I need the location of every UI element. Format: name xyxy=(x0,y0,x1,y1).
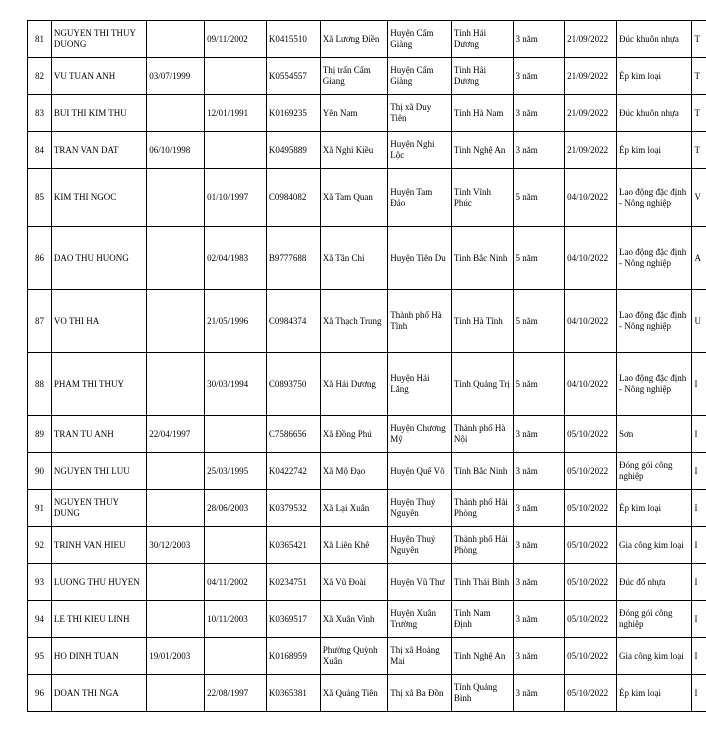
cell-dob-male xyxy=(147,490,205,527)
cell-commune: Xã Lại Xuân xyxy=(320,490,388,527)
cell-passport: K0422742 xyxy=(266,453,320,490)
cell-district: Thị xã Duy Tiên xyxy=(388,95,452,132)
cell-term: 3 năm xyxy=(513,564,565,601)
cell-commune: Xã Liên Khê xyxy=(320,527,388,564)
cell-job: Lao động đặc định - Nông nghiệp xyxy=(617,169,692,227)
cell-term: 5 năm xyxy=(513,169,565,227)
cell-district: Thị xã Hoàng Mai xyxy=(388,638,452,675)
table-row xyxy=(28,95,706,132)
cell-stt: 95 xyxy=(28,638,52,675)
cell-extra: I xyxy=(692,564,706,601)
cell-province: Thành phố Hà Nội xyxy=(451,416,513,453)
cell-passport: K0168959 xyxy=(266,638,320,675)
cell-term: 5 năm xyxy=(513,353,565,416)
table-row xyxy=(28,169,706,227)
table-row xyxy=(28,601,706,638)
cell-province: Tỉnh Hà Nam xyxy=(451,95,513,132)
cell-stt: 83 xyxy=(28,95,52,132)
cell-dob-female: 09/11/2002 xyxy=(205,21,267,58)
cell-dob-male xyxy=(147,353,205,416)
cell-stt: 86 xyxy=(28,227,52,290)
cell-district: Huyện Chương Mỹ xyxy=(388,416,452,453)
table-body xyxy=(28,21,706,712)
cell-term: 5 năm xyxy=(513,227,565,290)
cell-job: Ép kim loại xyxy=(617,490,692,527)
cell-dob-male: 19/01/2003 xyxy=(147,638,205,675)
cell-date: 04/10/2022 xyxy=(565,353,617,416)
cell-name: LUONG THU HUYEN xyxy=(51,564,146,601)
cell-dob-female: 21/05/1996 xyxy=(205,290,267,353)
cell-term: 3 năm xyxy=(513,95,565,132)
cell-extra: V xyxy=(692,169,706,227)
cell-date: 05/10/2022 xyxy=(565,416,617,453)
cell-extra: I xyxy=(692,527,706,564)
cell-district: Thị xã Ba Đồn xyxy=(388,675,452,712)
cell-dob-male: 06/10/1998 xyxy=(147,132,205,169)
cell-passport: C0984374 xyxy=(266,290,320,353)
cell-dob-male xyxy=(147,95,205,132)
cell-dob-male: 03/07/1999 xyxy=(147,58,205,95)
cell-term: 3 năm xyxy=(513,453,565,490)
cell-district: Huyện Xuân Trường xyxy=(388,601,452,638)
cell-term: 3 năm xyxy=(513,675,565,712)
cell-job: Ép kim loại xyxy=(617,58,692,95)
cell-district: Huyện Thuỷ Nguyên xyxy=(388,490,452,527)
cell-dob-female: 25/03/1995 xyxy=(205,453,267,490)
cell-dob-female xyxy=(205,416,267,453)
cell-term: 3 năm xyxy=(513,638,565,675)
cell-province: Tỉnh Nghệ An xyxy=(451,132,513,169)
table-row xyxy=(28,675,706,712)
cell-date: 04/10/2022 xyxy=(565,290,617,353)
cell-dob-male xyxy=(147,453,205,490)
cell-job: Lao động đặc định - Nông nghiệp xyxy=(617,290,692,353)
cell-stt: 94 xyxy=(28,601,52,638)
cell-name: LE THI KIEU LINH xyxy=(51,601,146,638)
cell-province: Tỉnh Nghệ An xyxy=(451,638,513,675)
cell-term: 5 năm xyxy=(513,290,565,353)
cell-commune: Phường Quỳnh Xuân xyxy=(320,638,388,675)
worker-table xyxy=(27,20,706,712)
cell-job: Đúc khuôn nhựa xyxy=(617,95,692,132)
cell-job: Đóng gói công nghiệp xyxy=(617,453,692,490)
cell-commune: Xã Hải Dương xyxy=(320,353,388,416)
cell-passport: K0169235 xyxy=(266,95,320,132)
cell-date: 04/10/2022 xyxy=(565,169,617,227)
cell-district: Huyện Nghi Lộc xyxy=(388,132,452,169)
cell-dob-female: 22/08/1997 xyxy=(205,675,267,712)
cell-name: NGUYEN THI LUU xyxy=(51,453,146,490)
cell-date: 05/10/2022 xyxy=(565,453,617,490)
cell-name: TRAN TU ANH xyxy=(51,416,146,453)
cell-stt: 92 xyxy=(28,527,52,564)
cell-term: 3 năm xyxy=(513,132,565,169)
cell-date: 05/10/2022 xyxy=(565,638,617,675)
cell-passport: K0369517 xyxy=(266,601,320,638)
cell-extra: T xyxy=(692,132,706,169)
cell-stt: 87 xyxy=(28,290,52,353)
cell-extra: I xyxy=(692,416,706,453)
cell-dob-male xyxy=(147,601,205,638)
cell-stt: 93 xyxy=(28,564,52,601)
cell-date: 05/10/2022 xyxy=(565,527,617,564)
cell-dob-female xyxy=(205,132,267,169)
cell-term: 3 năm xyxy=(513,601,565,638)
cell-extra: I xyxy=(692,453,706,490)
cell-extra: T xyxy=(692,58,706,95)
cell-stt: 88 xyxy=(28,353,52,416)
cell-dob-female xyxy=(205,638,267,675)
cell-date: 21/09/2022 xyxy=(565,95,617,132)
cell-name: TRINH VAN HIEU xyxy=(51,527,146,564)
cell-dob-female: 12/01/1991 xyxy=(205,95,267,132)
cell-passport: C0984082 xyxy=(266,169,320,227)
cell-province: Tỉnh Thái Bình xyxy=(451,564,513,601)
cell-province: Thành phố Hải Phòng xyxy=(451,527,513,564)
cell-commune: Xã Thạch Trung xyxy=(320,290,388,353)
cell-commune: Xã Tam Quan xyxy=(320,169,388,227)
cell-job: Đúc khuôn nhựa xyxy=(617,21,692,58)
cell-district: Thành phố Hà Tĩnh xyxy=(388,290,452,353)
cell-job: Gia công kim loại xyxy=(617,638,692,675)
cell-term: 3 năm xyxy=(513,527,565,564)
cell-province: Tỉnh Hà Tĩnh xyxy=(451,290,513,353)
cell-district: Huyện Cẩm Giàng xyxy=(388,58,452,95)
cell-name: DOAN THI NGA xyxy=(51,675,146,712)
cell-extra: A xyxy=(692,227,706,290)
cell-name: BUI THI KIM THU xyxy=(51,95,146,132)
cell-dob-female: 30/03/1994 xyxy=(205,353,267,416)
cell-extra: U xyxy=(692,290,706,353)
cell-extra: I xyxy=(692,675,706,712)
cell-name: HO DINH TUAN xyxy=(51,638,146,675)
cell-passport: K0365421 xyxy=(266,527,320,564)
cell-commune: Xã Lương Điền xyxy=(320,21,388,58)
cell-dob-male xyxy=(147,290,205,353)
cell-term: 3 năm xyxy=(513,21,565,58)
cell-date: 04/10/2022 xyxy=(565,227,617,290)
cell-name: NGUYEN THI THUY DUONG xyxy=(51,21,146,58)
cell-extra: T xyxy=(692,95,706,132)
cell-commune: Xã Nghi Kiều xyxy=(320,132,388,169)
cell-commune: Xã Quảng Tiên xyxy=(320,675,388,712)
table-row xyxy=(28,58,706,95)
cell-stt: 85 xyxy=(28,169,52,227)
cell-district: Huyện Thuỷ Nguyên xyxy=(388,527,452,564)
table-row xyxy=(28,227,706,290)
table-row xyxy=(28,638,706,675)
cell-name: PHAM THI THUY xyxy=(51,353,146,416)
cell-passport: K0495889 xyxy=(266,132,320,169)
cell-date: 21/09/2022 xyxy=(565,132,617,169)
cell-province: Tỉnh Quảng Trị xyxy=(451,353,513,416)
cell-term: 3 năm xyxy=(513,58,565,95)
cell-commune: Xã Xuân Vinh xyxy=(320,601,388,638)
cell-job: Đóng gói công nghiệp xyxy=(617,601,692,638)
cell-province: Tỉnh Hải Dương xyxy=(451,21,513,58)
cell-name: TRAN VAN DAT xyxy=(51,132,146,169)
cell-job: Gia công kim loại xyxy=(617,527,692,564)
cell-commune: Xã Mộ Đạo xyxy=(320,453,388,490)
cell-name: KIM THI NGOC xyxy=(51,169,146,227)
cell-dob-female: 28/06/2003 xyxy=(205,490,267,527)
cell-stt: 82 xyxy=(28,58,52,95)
cell-date: 05/10/2022 xyxy=(565,564,617,601)
cell-term: 3 năm xyxy=(513,490,565,527)
cell-stt: 90 xyxy=(28,453,52,490)
cell-job: Đúc đổ nhựa xyxy=(617,564,692,601)
table-row xyxy=(28,453,706,490)
cell-province: Tỉnh Bắc Ninh xyxy=(451,453,513,490)
cell-dob-male xyxy=(147,227,205,290)
cell-extra: I xyxy=(692,638,706,675)
cell-passport: K0379532 xyxy=(266,490,320,527)
cell-commune: Yên Nam xyxy=(320,95,388,132)
cell-job: Lao động đặc định - Nông nghiệp xyxy=(617,353,692,416)
cell-term: 3 năm xyxy=(513,416,565,453)
cell-stt: 81 xyxy=(28,21,52,58)
cell-district: Huyện Tiên Du xyxy=(388,227,452,290)
cell-stt: 91 xyxy=(28,490,52,527)
cell-district: Huyện Quế Võ xyxy=(388,453,452,490)
table-row xyxy=(28,290,706,353)
cell-date: 21/09/2022 xyxy=(565,58,617,95)
cell-dob-male xyxy=(147,564,205,601)
cell-dob-male xyxy=(147,675,205,712)
table-row xyxy=(28,21,706,58)
cell-province: Tỉnh Quảng Bình xyxy=(451,675,513,712)
cell-province: Tỉnh Nam Định xyxy=(451,601,513,638)
table-row xyxy=(28,564,706,601)
cell-dob-male xyxy=(147,169,205,227)
cell-extra: T xyxy=(692,21,706,58)
cell-passport: K0415510 xyxy=(266,21,320,58)
table-row xyxy=(28,527,706,564)
cell-name: VU TUAN ANH xyxy=(51,58,146,95)
cell-commune: Xã Tân Chi xyxy=(320,227,388,290)
cell-district: Huyện Cẩm Giàng xyxy=(388,21,452,58)
cell-name: NGUYEN THUY DUNG xyxy=(51,490,146,527)
cell-job: Lao động đặc định - Nông nghiệp xyxy=(617,227,692,290)
cell-extra: I xyxy=(692,601,706,638)
cell-district: Huyện Vũ Thư xyxy=(388,564,452,601)
cell-passport: B9777688 xyxy=(266,227,320,290)
cell-dob-female: 04/11/2002 xyxy=(205,564,267,601)
table-row xyxy=(28,416,706,453)
cell-extra: I xyxy=(692,353,706,416)
cell-dob-female: 01/10/1997 xyxy=(205,169,267,227)
cell-dob-female: 10/11/2003 xyxy=(205,601,267,638)
cell-province: Tỉnh Vĩnh Phúc xyxy=(451,169,513,227)
cell-province: Tỉnh Bắc Ninh xyxy=(451,227,513,290)
cell-date: 21/09/2022 xyxy=(565,21,617,58)
cell-passport: K0554557 xyxy=(266,58,320,95)
cell-commune: Xã Đồng Phú xyxy=(320,416,388,453)
cell-stt: 96 xyxy=(28,675,52,712)
cell-dob-male: 30/12/2003 xyxy=(147,527,205,564)
cell-date: 05/10/2022 xyxy=(565,490,617,527)
cell-province: Tỉnh Hải Dương xyxy=(451,58,513,95)
cell-province: Thành phố Hải Phòng xyxy=(451,490,513,527)
cell-commune: Xã Vũ Đoài xyxy=(320,564,388,601)
cell-dob-female xyxy=(205,527,267,564)
cell-passport: C0893750 xyxy=(266,353,320,416)
table-row xyxy=(28,132,706,169)
cell-date: 05/10/2022 xyxy=(565,601,617,638)
cell-dob-male: 22/04/1997 xyxy=(147,416,205,453)
cell-name: VO THI HA xyxy=(51,290,146,353)
cell-name: DAO THU HUONG xyxy=(51,227,146,290)
cell-district: Huyện Hải Lăng xyxy=(388,353,452,416)
cell-passport: C7586656 xyxy=(266,416,320,453)
cell-passport: K0234751 xyxy=(266,564,320,601)
cell-job: Sơn xyxy=(617,416,692,453)
cell-job: Ép kim loại xyxy=(617,132,692,169)
cell-dob-female xyxy=(205,58,267,95)
cell-commune: Thị trấn Cẩm Giang xyxy=(320,58,388,95)
cell-passport: K0365381 xyxy=(266,675,320,712)
cell-job: Ép kim loại xyxy=(617,675,692,712)
cell-extra: I xyxy=(692,490,706,527)
cell-district: Huyện Tam Đảo xyxy=(388,169,452,227)
table-row xyxy=(28,490,706,527)
cell-date: 05/10/2022 xyxy=(565,675,617,712)
cell-stt: 84 xyxy=(28,132,52,169)
cell-dob-male xyxy=(147,21,205,58)
table-row xyxy=(28,353,706,416)
cell-stt: 89 xyxy=(28,416,52,453)
cell-dob-female: 02/04/1983 xyxy=(205,227,267,290)
